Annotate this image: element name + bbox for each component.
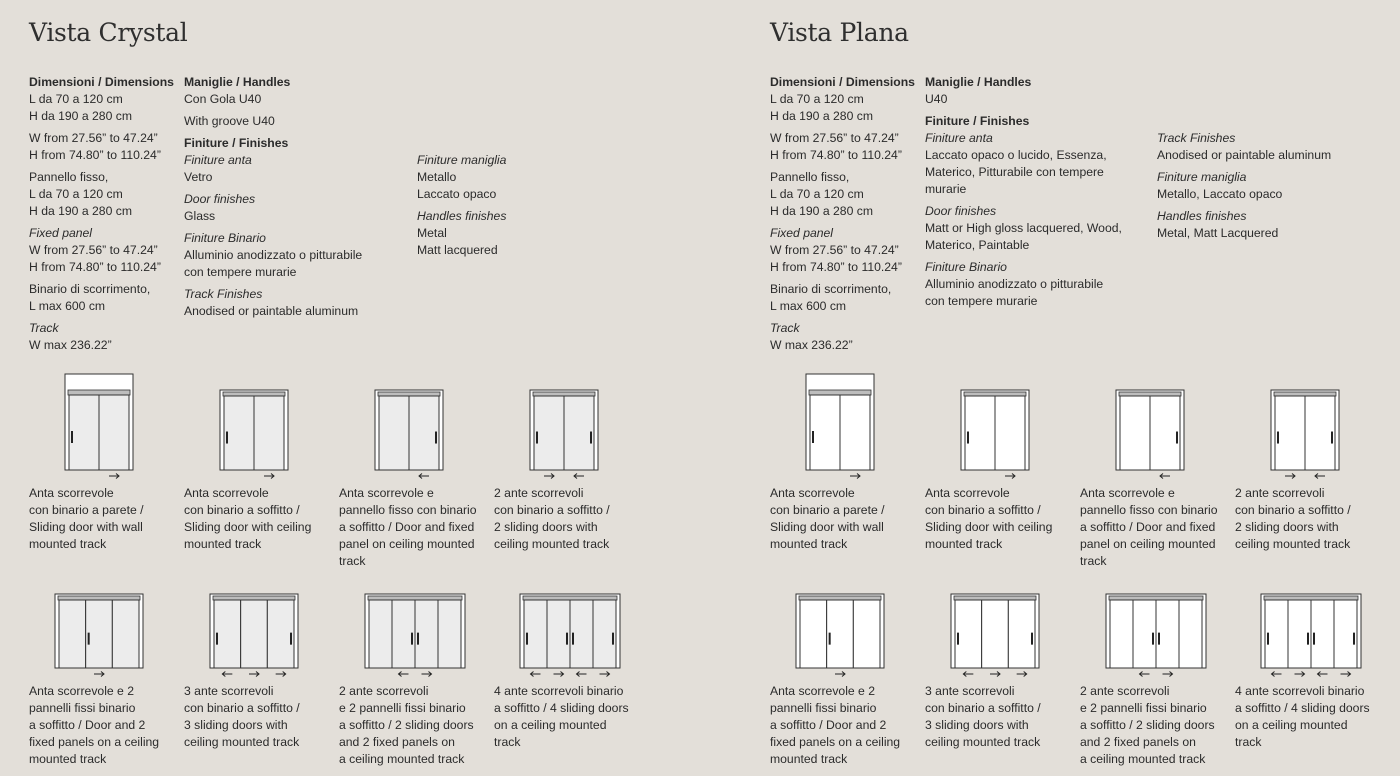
door-panel xyxy=(69,395,99,470)
handle-icon xyxy=(88,633,90,645)
handle-icon xyxy=(536,432,538,444)
spec-line: H da 190 a 280 cm xyxy=(29,204,132,218)
spec-line: Matt lacquered xyxy=(417,243,498,257)
handle-icon xyxy=(829,633,831,645)
handle-icon xyxy=(612,633,614,645)
handle-icon xyxy=(226,432,228,444)
spec-line: L max 600 cm xyxy=(29,299,106,313)
door-panel xyxy=(1275,396,1305,470)
section-vista-crystal xyxy=(29,0,709,776)
track-rail xyxy=(1264,596,1358,600)
spec-line: con tempere murarie xyxy=(925,294,1038,308)
spec-line: W max 236.22” xyxy=(770,338,853,352)
door-panel xyxy=(840,395,870,470)
config-caption: Anta scorrevole con binario a soffitto / Sliding door with ceiling mounted track xyxy=(925,486,1053,551)
config-caption: 2 ante scorrevoli e 2 pannelli fissi binario a soffitto / 2 sliding doors and 2 fixed panels on a ceiling mounted track xyxy=(1080,684,1215,766)
handle-icon xyxy=(1031,633,1033,645)
spec-line: L da 70 a 120 cm xyxy=(770,92,864,106)
spec-line: Metal, Matt Lacquered xyxy=(1157,226,1279,240)
door-panel xyxy=(995,396,1025,470)
spec-line: L da 70 a 120 cm xyxy=(770,187,864,201)
config-caption: 4 ante scorrevoli binario a soffitto / 4 sliding doors on a ceiling mounted track xyxy=(1235,684,1370,749)
spec-line: W from 27.56” to 47.24” xyxy=(29,243,158,257)
door-panel xyxy=(810,395,840,470)
track-rail xyxy=(213,596,295,600)
spec-line: Laccato opaco o lucido, Essenza, xyxy=(925,148,1107,162)
handle-finishes-column xyxy=(417,152,506,259)
track-rail xyxy=(378,392,440,396)
door-diagram-single-ceiling xyxy=(184,372,334,482)
door-panel xyxy=(534,396,564,470)
finishes-column-right xyxy=(1157,130,1331,242)
door-panel xyxy=(982,600,1009,668)
handle-icon xyxy=(1277,432,1279,444)
track-rail xyxy=(1274,392,1336,396)
spec-line: H from 74.80” to 110.24” xyxy=(29,260,161,274)
door-diagram-four-sliding xyxy=(1235,590,1385,680)
config-caption: Anta scorrevole con binario a soffitto / Sliding door with ceiling mounted track xyxy=(184,486,312,551)
door-diagram-door-two-fixed xyxy=(770,590,920,680)
handle-icon xyxy=(1307,633,1309,645)
spec-line: Metallo xyxy=(417,170,457,184)
spec-subheading: Finiture Binario xyxy=(925,260,1007,274)
handles-finishes-column xyxy=(925,74,1122,310)
track-rail xyxy=(223,392,285,396)
spec-line: Metallo, Laccato opaco xyxy=(1157,187,1283,201)
config-caption: 3 ante scorrevoli con binario a soffitto / 3 sliding doors with ceiling mounted track xyxy=(925,684,1041,749)
door-panel xyxy=(254,396,284,470)
handle-icon xyxy=(572,633,574,645)
track-rail xyxy=(533,392,595,396)
spec-line: Anodised or paintable aluminum xyxy=(1157,148,1332,162)
config-caption: Anta scorrevole con binario a parete / Sliding door with wall mounted track xyxy=(770,486,885,551)
track-rail xyxy=(523,596,617,600)
handle-icon xyxy=(1313,633,1315,645)
spec-line: W max 236.22” xyxy=(29,338,112,352)
handle-icon xyxy=(1176,432,1178,444)
spec-heading: Finiture / Finishes xyxy=(184,136,289,150)
spec-line: Materico, Paintable xyxy=(925,238,1030,252)
spec-subheading: Finiture maniglia xyxy=(1157,170,1247,184)
door-diagram-two-sliding-two-fixed xyxy=(1080,590,1230,680)
handle-icon xyxy=(1267,633,1269,645)
config-caption: 2 ante scorrevoli con binario a soffitto / 2 sliding doors with ceiling mounted track xyxy=(494,486,610,551)
config-caption: 2 ante scorrevoli e 2 pannelli fissi binario a soffitto / 2 sliding doors and 2 fixed panels on a ceiling mounted track xyxy=(339,684,474,766)
handle-icon xyxy=(71,431,73,443)
handle-icon xyxy=(290,633,292,645)
section-title: Vista Plana xyxy=(770,18,909,47)
spec-subheading: Door finishes xyxy=(925,204,997,218)
spec-subheading: Finiture anta xyxy=(925,131,993,145)
spec-heading: Dimensioni / Dimensions xyxy=(770,75,915,89)
spec-subheading: Track xyxy=(29,321,59,335)
spec-heading: Finiture / Finishes xyxy=(925,114,1030,128)
spec-line: W from 27.56” to 47.24” xyxy=(770,131,899,145)
spec-line: U40 xyxy=(925,92,948,106)
handle-icon xyxy=(967,432,969,444)
track-rail xyxy=(799,596,881,600)
door-panel xyxy=(86,600,113,668)
handle-icon xyxy=(590,432,592,444)
dimensions-column xyxy=(770,74,915,354)
door-diagram-three-sliding xyxy=(925,590,1075,680)
door-panel xyxy=(1179,600,1202,668)
spec-subheading: Fixed panel xyxy=(770,226,834,240)
spec-subheading: Track xyxy=(770,321,800,335)
section-title: Vista Crystal xyxy=(29,18,188,47)
spec-subheading: Fixed panel xyxy=(29,226,93,240)
spec-heading: Maniglie / Handles xyxy=(925,75,1032,89)
handle-icon xyxy=(216,633,218,645)
handle-icon xyxy=(812,431,814,443)
spec-line: H from 74.80” to 110.24” xyxy=(770,260,902,274)
handle-icon xyxy=(1152,633,1154,645)
door-diagram-door-fixed xyxy=(339,372,489,482)
handle-icon xyxy=(1158,633,1160,645)
door-panel xyxy=(800,600,827,668)
spec-line: con tempere murarie xyxy=(184,265,297,279)
spec-line: Binario di scorrimento, xyxy=(29,282,151,296)
spec-line: Vetro xyxy=(184,170,213,184)
handle-icon xyxy=(435,432,437,444)
door-panel xyxy=(564,396,594,470)
section-vista-plana xyxy=(770,0,1400,776)
spec-line: Binario di scorrimento, xyxy=(770,282,892,296)
door-panel xyxy=(59,600,86,668)
spec-line: Materico, Pitturabile con tempere xyxy=(925,165,1104,179)
door-panel xyxy=(1150,396,1180,470)
spec-line: L da 70 a 120 cm xyxy=(29,92,123,106)
handle-icon xyxy=(566,633,568,645)
door-panel xyxy=(1110,600,1133,668)
door-diagram-single-ceiling xyxy=(925,372,1075,482)
handle-icon xyxy=(411,633,413,645)
door-panel xyxy=(99,395,129,470)
config-caption: Anta scorrevole e 2 pannelli fissi binario a soffitto / Door and 2 fixed panels on a ceiling mounted track xyxy=(770,684,901,766)
spec-line: H from 74.80” to 110.24” xyxy=(29,148,161,162)
spec-line: H da 190 a 280 cm xyxy=(770,204,873,218)
spec-line: Glass xyxy=(184,209,216,223)
door-diagram-wall-track xyxy=(770,372,920,482)
config-caption: Anta scorrevole e pannello fisso con binario a soffitto / Door and fixed panel on ceiling mounted track xyxy=(1080,486,1218,568)
door-diagram-three-sliding xyxy=(184,590,334,680)
door-panel xyxy=(224,396,254,470)
door-panel xyxy=(827,600,854,668)
dimensions-column xyxy=(29,74,174,354)
door-diagram-four-sliding xyxy=(494,590,644,680)
spec-line: H da 190 a 280 cm xyxy=(770,109,873,123)
door-panel xyxy=(1120,396,1150,470)
spec-subheading: Finiture anta xyxy=(184,153,252,167)
spec-heading: Maniglie / Handles xyxy=(184,75,291,89)
spec-line: Pannello fisso, xyxy=(29,170,109,184)
spec-line: Con Gola U40 xyxy=(184,92,262,106)
spec-line: Matt or High gloss lacquered, Wood, xyxy=(925,221,1122,235)
spec-line: Alluminio anodizzato o pitturabile xyxy=(925,277,1104,291)
spec-line: H da 190 a 280 cm xyxy=(29,109,132,123)
spec-line: L max 600 cm xyxy=(770,299,847,313)
door-diagram-wall-track xyxy=(29,372,179,482)
handle-icon xyxy=(957,633,959,645)
door-diagram-two-sliding xyxy=(1235,372,1385,482)
track-rail xyxy=(964,392,1026,396)
door-panel xyxy=(965,396,995,470)
track-rail xyxy=(68,390,130,395)
door-panel xyxy=(409,396,439,470)
track-rail xyxy=(58,596,140,600)
door-diagram-two-sliding xyxy=(494,372,644,482)
door-panel xyxy=(438,600,461,668)
spec-subheading: Finiture Binario xyxy=(184,231,266,245)
door-panel xyxy=(369,600,392,668)
spec-subheading: Track Finishes xyxy=(184,287,263,301)
spec-subheading: Handles finishes xyxy=(1157,209,1247,223)
spec-subheading: Handles finishes xyxy=(417,209,507,223)
door-panel xyxy=(853,600,880,668)
door-diagram-door-fixed xyxy=(1080,372,1230,482)
handle-icon xyxy=(417,633,419,645)
config-caption: Anta scorrevole e pannello fisso con binario a soffitto / Door and fixed panel on ceiling mounted track xyxy=(339,486,477,568)
track-rail xyxy=(809,390,871,395)
spec-subheading: Track Finishes xyxy=(1157,131,1236,145)
config-caption: 4 ante scorrevoli binario a soffitto / 4 sliding doors on a ceiling mounted track xyxy=(494,684,629,749)
spec-line: H from 74.80” to 110.24” xyxy=(770,148,902,162)
spec-subheading: Finiture maniglia xyxy=(417,153,507,167)
spec-line: Anodised or paintable aluminum xyxy=(184,304,359,318)
spec-line: Pannello fisso, xyxy=(770,170,850,184)
handles-finishes-column xyxy=(184,74,362,320)
door-panel xyxy=(379,396,409,470)
spec-line: Alluminio anodizzato o pitturabile xyxy=(184,248,363,262)
door-panel xyxy=(112,600,139,668)
track-rail xyxy=(1109,596,1203,600)
track-rail xyxy=(368,596,462,600)
spec-line: W from 27.56” to 47.24” xyxy=(770,243,899,257)
spec-line: Metal xyxy=(417,226,447,240)
spec-line: L da 70 a 120 cm xyxy=(29,187,123,201)
door-diagram-two-sliding-two-fixed xyxy=(339,590,489,680)
spec-line: With groove U40 xyxy=(184,114,275,128)
config-caption: 3 ante scorrevoli con binario a soffitto / 3 sliding doors with ceiling mounted track xyxy=(184,684,300,749)
spec-subheading: Door finishes xyxy=(184,192,256,206)
door-panel xyxy=(241,600,268,668)
handle-icon xyxy=(526,633,528,645)
track-rail xyxy=(1119,392,1181,396)
door-panel xyxy=(1305,396,1335,470)
handle-icon xyxy=(1331,432,1333,444)
track-rail xyxy=(954,596,1036,600)
spec-line: W from 27.56” to 47.24” xyxy=(29,131,158,145)
spec-line: Laccato opaco xyxy=(417,187,497,201)
config-caption: Anta scorrevole con binario a parete / Sliding door with wall mounted track xyxy=(29,486,144,551)
spec-line: murarie xyxy=(925,182,967,196)
config-caption: 2 ante scorrevoli con binario a soffitto / 2 sliding doors with ceiling mounted track xyxy=(1235,486,1351,551)
handle-icon xyxy=(1353,633,1355,645)
spec-heading: Dimensioni / Dimensions xyxy=(29,75,174,89)
config-caption: Anta scorrevole e 2 pannelli fissi binario a soffitto / Door and 2 fixed panels on a ceiling mounted track xyxy=(29,684,160,766)
door-diagram-door-two-fixed xyxy=(29,590,179,680)
